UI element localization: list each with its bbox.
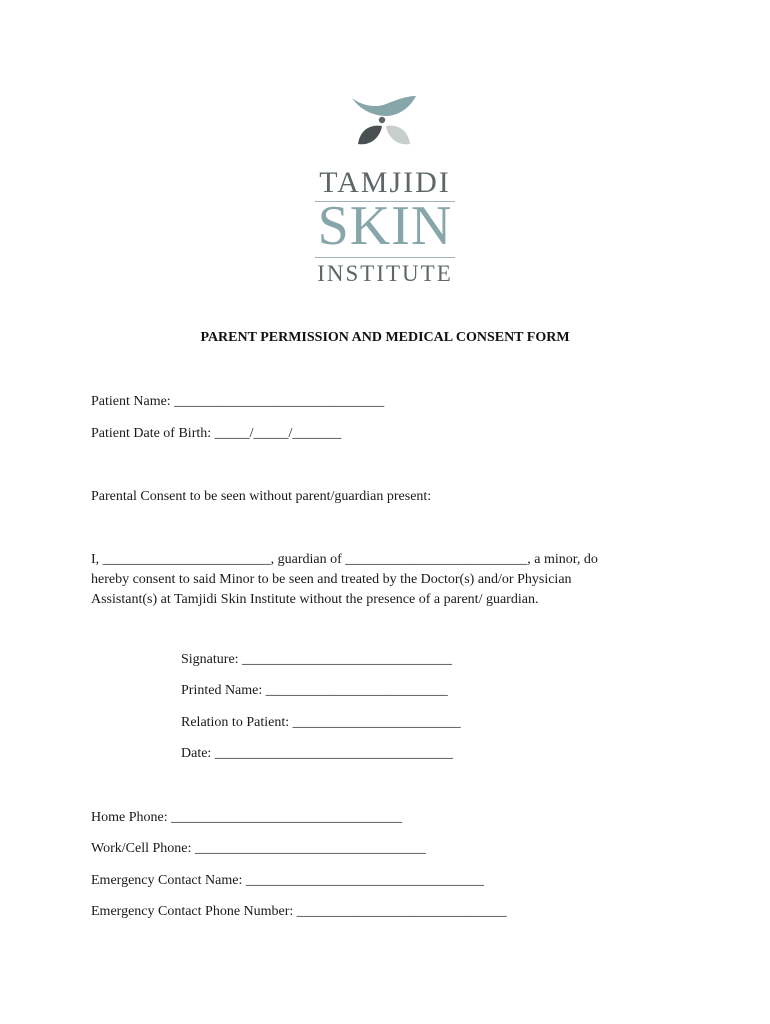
emergency-contact-name-field[interactable]: Emergency Contact Name: __________________________________ bbox=[91, 873, 484, 888]
logo-divider-bottom bbox=[315, 257, 455, 258]
printed-name-field[interactable]: Printed Name: __________________________ bbox=[181, 683, 448, 698]
patient-dob-field[interactable]: Patient Date of Birth: _____/_____/_______ bbox=[91, 426, 342, 441]
logo-text-institute: INSTITUTE bbox=[317, 261, 453, 286]
form-title: PARENT PERMISSION AND MEDICAL CONSENT FORM bbox=[200, 330, 570, 345]
consent-heading: Parental Consent to be seen without parent/guardian present: bbox=[91, 489, 432, 504]
relation-to-patient-field[interactable]: Relation to Patient: ________________________ bbox=[181, 715, 461, 730]
consent-line-1[interactable]: I, ________________________, guardian of __________________________, a minor, do bbox=[91, 552, 598, 567]
consent-line-3: Assistant(s) at Tamjidi Skin Institute without the presence of a parent/ guardian. bbox=[91, 592, 539, 607]
consent-line-2: hereby consent to said Minor to be seen and treated by the Doctor(s) and/or Physician bbox=[91, 572, 572, 587]
leaf-figure-logo-icon bbox=[350, 90, 420, 152]
tamjidi-logo bbox=[300, 90, 470, 286]
logo-text-skin: SKIN bbox=[317, 195, 453, 257]
emergency-contact-phone-field[interactable]: Emergency Contact Phone Number: ______________________________ bbox=[91, 904, 507, 919]
signature-field[interactable]: Signature: ______________________________ bbox=[181, 652, 453, 667]
home-phone-field[interactable]: Home Phone: _________________________________ bbox=[91, 810, 403, 825]
work-cell-phone-field[interactable]: Work/Cell Phone: _________________________________ bbox=[91, 841, 426, 856]
date-field[interactable]: Date: __________________________________ bbox=[181, 746, 453, 761]
logo-text-tamjidi: TAMJIDI bbox=[319, 166, 451, 199]
patient-name-field[interactable]: Patient Name: ______________________________ bbox=[91, 394, 385, 409]
consent-paragraph bbox=[91, 550, 691, 610]
